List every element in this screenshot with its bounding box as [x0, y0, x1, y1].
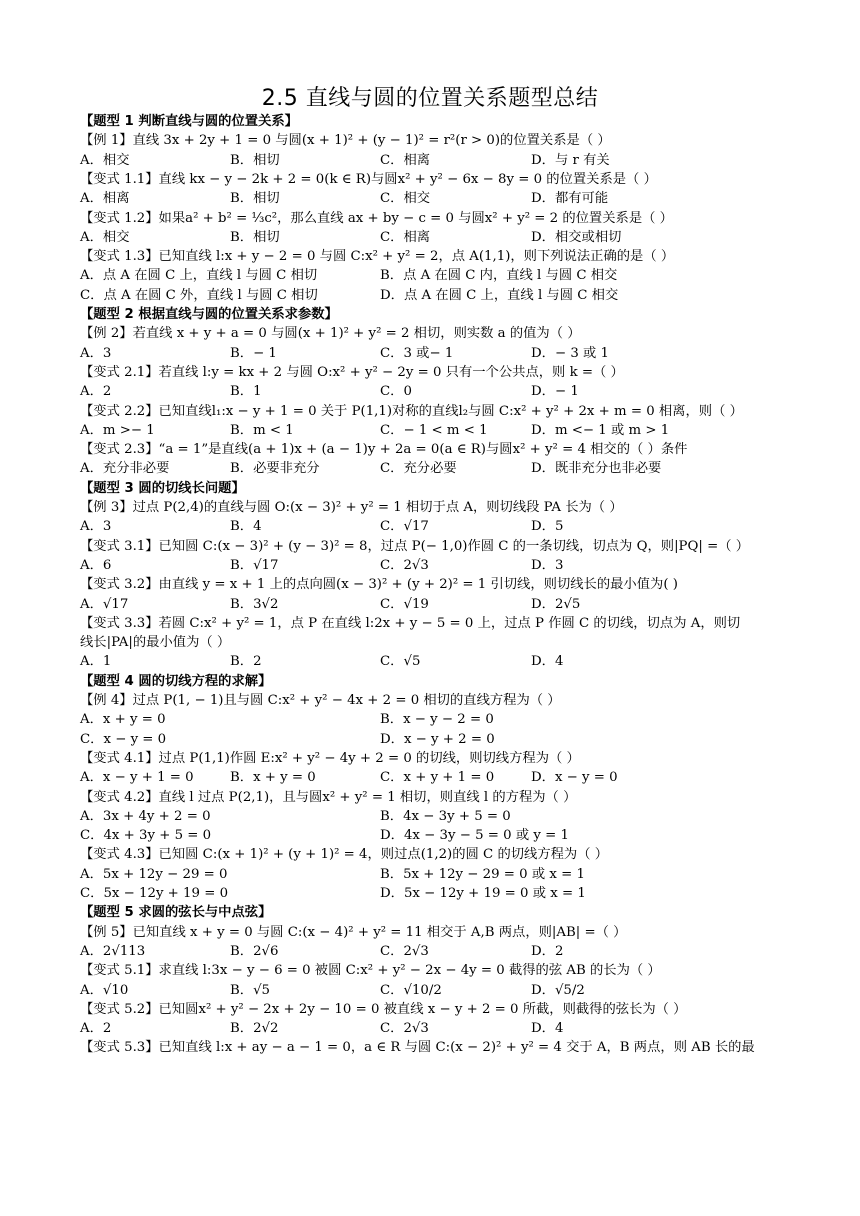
answer-options — [80, 1019, 800, 1039]
answer-option: A．5x + 12y − 29 = 0 — [80, 866, 228, 882]
answer-option: B．相切 — [230, 229, 280, 245]
answer-option: D．5x − 12y + 19 = 0 或 x = 1 — [380, 886, 586, 901]
question-text: 【变式 4.2】直线 l 过点 P(2,1)，且与圆x² + y² = 1 相切，则直线 l 的方程为（ ） — [80, 789, 577, 805]
question-text: 【例 5】已知直线 x + y = 0 与圆 C:(x − 4)² + y² = 11 相交于 A,B 两点，则|AB| =（ ） — [80, 924, 627, 940]
answer-option: B．相切 — [230, 152, 280, 168]
question-text: 【例 4】过点 P(1, − 1)且与圆 C:x² + y² − 4x + 2 = 0 相切的直线方程为（ ） — [80, 693, 561, 708]
question-text: 【例 1】直线 3x + 2y + 1 = 0 与圆(x + 1)² + (y − 1)² = r²(r > 0)的位置关系是（ ） — [80, 133, 611, 149]
answer-option: A．√17 — [80, 596, 129, 612]
answer-option: C．相离 — [380, 152, 431, 168]
answer-option: D．与 r 有关 — [531, 152, 610, 168]
page-title: 2.5 直线与圆的位置关系题型总结 — [261, 86, 599, 111]
answer-option: D．− 3 或 1 — [531, 345, 609, 361]
answer-option: D．4x − 3y − 5 = 0 或 y = 1 — [380, 828, 569, 844]
answer-options — [80, 865, 800, 885]
answer-option: C．充分必要 — [380, 461, 457, 477]
answer-option: A．m >− 1 — [80, 422, 155, 438]
answer-option: D．5 — [531, 519, 564, 535]
answer-options — [80, 556, 800, 576]
answer-option: C．相交 — [380, 191, 431, 207]
answer-options — [80, 286, 800, 306]
section-heading: 【题型 5 求圆的弦长与中点弦】 — [80, 905, 272, 921]
answer-option: A．x + y = 0 — [80, 712, 166, 728]
answer-option: B．√17 — [230, 557, 279, 573]
answer-option: B．√5 — [230, 982, 271, 998]
answer-option: A．6 — [80, 557, 112, 573]
answer-option: C．2√3 — [380, 943, 429, 959]
answer-option: A．3 — [80, 519, 112, 535]
answer-options — [80, 344, 800, 364]
answer-option: B．− 1 — [230, 345, 277, 361]
answer-option: C．− 1 < m < 1 — [380, 422, 488, 438]
answer-option: D．2√5 — [531, 596, 581, 612]
answer-option: D．x − y = 0 — [531, 770, 618, 786]
answer-option: D．4 — [531, 1021, 564, 1037]
answer-option: B．2 — [230, 654, 262, 670]
answer-option: A．1 — [80, 654, 112, 670]
answer-options — [80, 884, 800, 904]
question-text: 【变式 2.1】若直线 l:y = kx + 2 与圆 O:x² + y² − 2y = 0 只有一个公共点，则 k =（ ） — [80, 364, 624, 380]
answer-option: C．x + y + 1 = 0 — [380, 770, 495, 786]
answer-option: B．4 — [230, 519, 262, 535]
answer-option: B．1 — [230, 384, 262, 400]
answer-option: D．4 — [531, 654, 564, 670]
question-text: 【变式 3.3】若圆 C:x² + y² = 1，点 P 在直线 l:2x + y − 5 = 0 上，过点 P 作圆 C 的切线，切点为 A，则切 — [80, 615, 741, 631]
answer-option: D．点 A 在圆 C 上，直线 l 与圆 C 相交 — [380, 287, 619, 303]
section-heading: 【题型 2 根据直线与圆的位置关系求参数】 — [80, 307, 338, 322]
answer-options — [80, 652, 800, 672]
answer-option: B．相切 — [230, 191, 280, 207]
answer-options — [80, 730, 800, 750]
answer-option: B．m < 1 — [230, 422, 294, 438]
section-heading: 【题型 1 判断直线与圆的位置关系】 — [80, 114, 298, 129]
answer-option: B．2√6 — [230, 943, 279, 959]
answer-options — [80, 189, 800, 209]
answer-option: C．2√3 — [380, 557, 429, 573]
answer-option: C．0 — [380, 384, 412, 400]
answer-option: A．2 — [80, 1021, 112, 1037]
answer-option: C．2√3 — [380, 1021, 429, 1037]
answer-option: B．4x − 3y + 5 = 0 — [380, 808, 511, 824]
answer-option: C．√10/2 — [380, 982, 442, 998]
question-text: 【变式 2.3】“a = 1”是直线(a + 1)x + (a − 1)y + 2a = 0(a ∈ R)与圆x² + y² = 4 相交的（ ）条件 — [80, 442, 688, 458]
answer-option: A．x − y + 1 = 0 — [80, 770, 194, 786]
question-text: 【变式 1.1】直线 kx − y − 2k + 2 = 0(k ∈ R)与圆x² + y² − 6x − 8y = 0 的位置关系是（ ） — [80, 171, 657, 187]
question-text: 【变式 1.2】如果a² + b² = ⅓c²，那么直线 ax + by − c = 0 与圆x² + y² = 2 的位置关系是（ ） — [80, 210, 673, 226]
answer-options — [80, 151, 800, 171]
answer-options — [80, 942, 800, 962]
answer-option: D．既非充分也非必要 — [531, 461, 662, 477]
answer-option: B．x + y = 0 — [230, 770, 316, 786]
answer-options — [80, 710, 800, 730]
answer-options — [80, 382, 800, 402]
answer-option: D．都有可能 — [531, 191, 609, 207]
answer-option: A．相离 — [80, 191, 130, 207]
answer-options — [80, 595, 800, 615]
answer-options — [80, 228, 800, 248]
answer-options — [80, 807, 800, 827]
answer-option: D．相交或相切 — [531, 229, 622, 245]
answer-option: C．√19 — [380, 596, 429, 612]
answer-option: C．点 A 在圆 C 外，直线 l 与圆 C 相切 — [80, 287, 318, 303]
answer-option: D．2 — [531, 943, 564, 959]
question-text: 【变式 5.1】求直线 l:3x − y − 6 = 0 被圆 C:x² + y² − 2x − 4y = 0 截得的弦 AB 的长为（ ） — [80, 963, 661, 979]
answer-option: B．必要非充分 — [230, 461, 320, 477]
answer-option: D．− 1 — [531, 384, 579, 400]
question-text: 【变式 1.3】已知直线 l:x + y − 2 = 0 与圆 C:x² + y² = 2，点 A(1,1)，则下列说法正确的是（ ） — [80, 249, 675, 265]
answer-option: A．2√113 — [80, 943, 146, 959]
answer-options — [80, 981, 800, 1001]
answer-option: B．点 A 在圆 C 内，直线 l 与圆 C 相交 — [380, 268, 618, 284]
answer-option: A．√10 — [80, 982, 129, 998]
answer-option: D．√5/2 — [531, 982, 585, 998]
question-text: 【变式 3.2】由直线 y = x + 1 上的点向圆(x − 3)² + (y + 2)² = 1 引切线，则切线长的最小值为( ) — [80, 577, 678, 593]
question-text: 【变式 4.3】已知圆 C:(x + 1)² + (y + 1)² = 4，则过点(1,2)的圆 C 的切线方程为（ ） — [80, 847, 609, 863]
answer-options — [80, 266, 800, 286]
question-text: 【变式 4.1】过点 P(1,1)作圆 E:x² + y² − 4y + 2 = 0 的切线，则切线方程为（ ） — [80, 750, 580, 766]
answer-option: D．x − y + 2 = 0 — [380, 731, 495, 747]
question-text: 【变式 2.2】已知直线l₁:x − y + 1 = 0 关于 P(1,1)对称的直线l₂与圆 C:x² + y² + 2x + m = 0 相离，则（ ） — [80, 403, 743, 419]
answer-option: A．充分非必要 — [80, 461, 170, 477]
answer-option: A．相交 — [80, 229, 130, 245]
answer-option: A．点 A 在圆 C 上，直线 l 与圆 C 相切 — [80, 268, 318, 284]
answer-options — [80, 517, 800, 537]
answer-option: C．x − y = 0 — [80, 731, 167, 747]
answer-option: A．3x + 4y + 2 = 0 — [80, 808, 211, 824]
answer-option: C．3 或− 1 — [380, 345, 454, 361]
section-heading: 【题型 4 圆的切线方程的求解】 — [80, 673, 272, 689]
answer-option: A．2 — [80, 384, 112, 400]
answer-option: C．5x − 12y + 19 = 0 — [80, 886, 229, 901]
answer-option: A．3 — [80, 345, 112, 361]
answer-option: C．√5 — [380, 654, 421, 670]
question-text: 【变式 5.2】已知圆x² + y² − 2x + 2y − 10 = 0 被直线 x − y + 2 = 0 所截，则截得的弦长为（ ） — [80, 1001, 687, 1017]
answer-option: B．x − y − 2 = 0 — [380, 712, 494, 728]
answer-option: B．3√2 — [230, 596, 279, 612]
question-text: 【变式 3.1】已知圆 C:(x − 3)² + (y − 3)² = 8，过点 P(− 1,0)作圆 C 的一条切线，切点为 Q，则|PQ| =（ ） — [80, 538, 750, 554]
answer-option: D．m <− 1 或 m > 1 — [531, 422, 670, 438]
answer-options — [80, 459, 800, 479]
answer-options — [80, 826, 800, 846]
answer-option: C．相离 — [380, 229, 431, 245]
answer-option: D．3 — [531, 557, 564, 573]
answer-option: B．5x + 12y − 29 = 0 或 x = 1 — [380, 866, 585, 882]
answer-option: A．相交 — [80, 152, 130, 168]
answer-option: C．4x + 3y + 5 = 0 — [80, 828, 212, 844]
question-text: 线长|PA|的最小值为（ ） — [80, 635, 231, 651]
question-text: 【例 2】若直线 x + y + a = 0 与圆(x + 1)² + y² = 2 相切，则实数 a 的值为（ ） — [80, 326, 581, 342]
answer-options — [80, 768, 800, 788]
question-text: 【变式 5.3】已知直线 l:x + ay − a − 1 = 0，a ∈ R 与圆 C:(x − 2)² + y² = 4 交于 A，B 两点，则 AB 长的最 — [80, 1040, 755, 1056]
answer-options — [80, 421, 800, 441]
section-heading: 【题型 3 圆的切线长问题】 — [80, 480, 245, 496]
answer-option: B．2√2 — [230, 1021, 279, 1037]
question-text: 【例 3】过点 P(2,4)的直线与圆 O:(x − 3)² + y² = 1 相切于点 A，则切线段 PA 长为（ ） — [80, 500, 623, 515]
answer-option: C．√17 — [380, 519, 429, 535]
